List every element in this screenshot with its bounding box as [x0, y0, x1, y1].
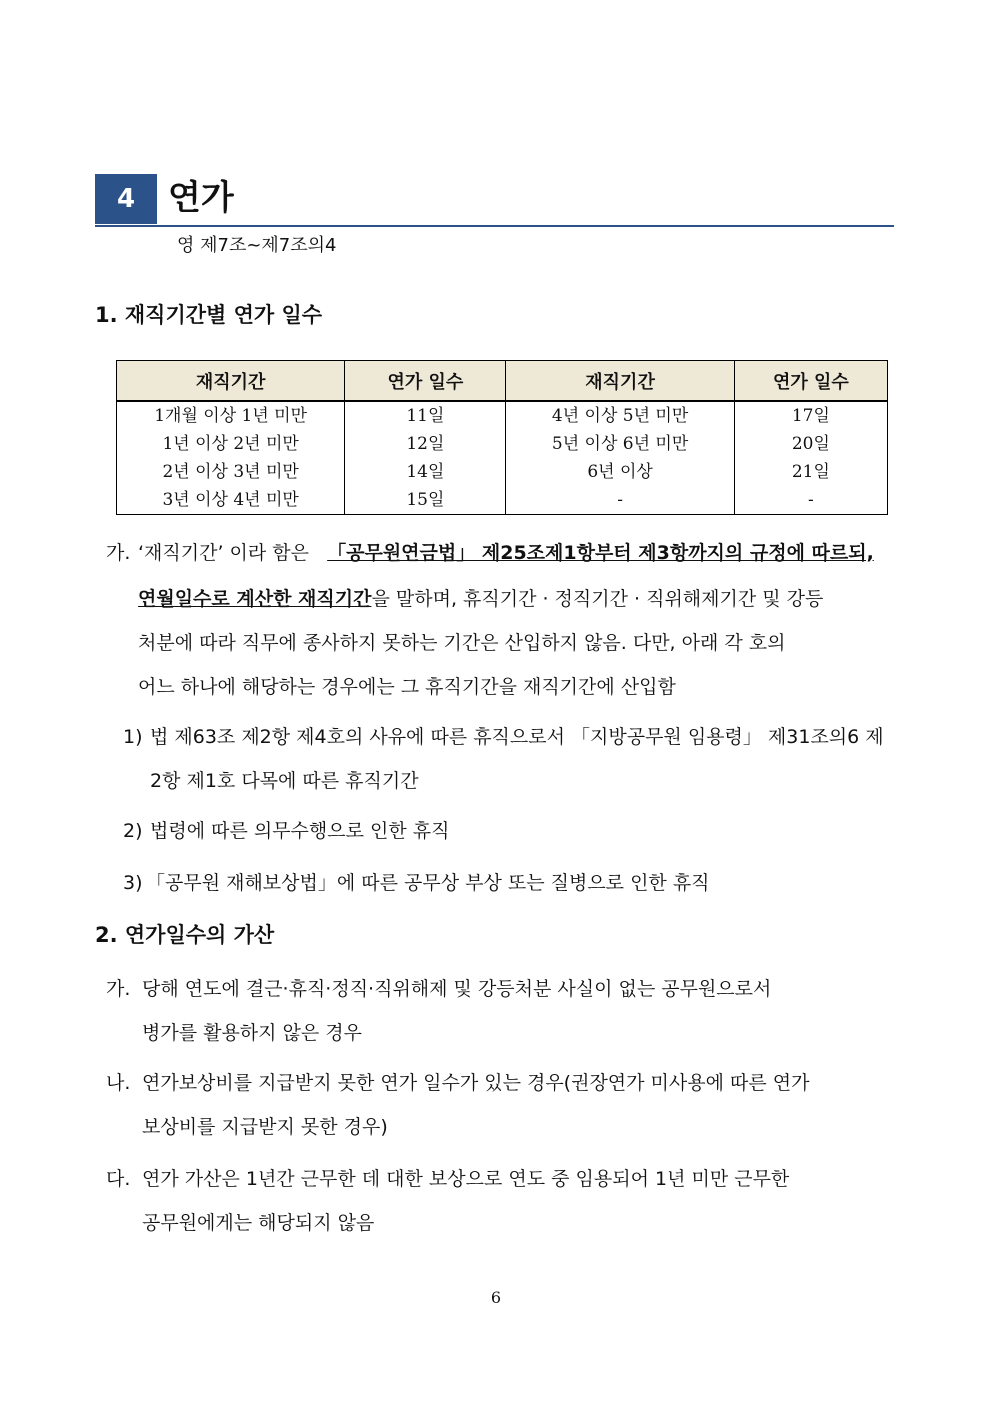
section-2-item-ga-line-1: 당해 연도에 결근·휴직·정직·직위해제 및 강등처분 사실이 없는 공무원으로서 — [142, 978, 772, 1000]
section-1-heading: 1. 재직기간별 연가 일수 — [95, 303, 323, 327]
note-ga-line-3: 처분에 따라 직무에 종사하지 못하는 기간은 산입하지 않음. 다만, 아래 각 호의 — [138, 632, 786, 654]
sub-item-1-line-2: 2항 제1호 다목에 따른 휴직기간 — [150, 770, 419, 792]
leave-days-table — [116, 360, 888, 515]
table-header: 연가 일수 — [734, 361, 887, 402]
table-row — [117, 486, 888, 515]
note-ga-continuation: 을 말하며, 휴직기간 · 정직기간 · 직위해제기간 및 강등 — [371, 588, 824, 610]
table-cell: 15일 — [345, 486, 506, 515]
section-2-item-na-line-2: 보상비를 지급받지 못한 경우) — [142, 1116, 388, 1138]
note-ga-line-1 — [138, 530, 894, 576]
section-2-item-na-line-1: 연가보상비를 지급받지 못한 연가 일수가 있는 경우(권장연가 미사용에 따른 연가 — [142, 1072, 810, 1094]
table-row — [117, 458, 888, 486]
sub-item-1-line-1: 법 제63조 제2항 제4호의 사유에 따른 휴직으로서 「지방공무원 임용령」 제31조의6 제 — [150, 726, 884, 748]
table-cell: 3년 이상 4년 미만 — [117, 486, 345, 515]
table-cell: 17일 — [734, 401, 887, 430]
table-cell: 2년 이상 3년 미만 — [117, 458, 345, 486]
table-cell: 5년 이상 6년 미만 — [506, 430, 734, 458]
table-cell: 6년 이상 — [506, 458, 734, 486]
chapter-title: 연가 — [168, 178, 234, 218]
table-cell: 4년 이상 5년 미만 — [506, 401, 734, 430]
table-cell: 1년 이상 2년 미만 — [117, 430, 345, 458]
sub-item-1-label: 1) — [123, 726, 143, 748]
note-ga-emphasis-2: 연월일수로 계산한 재직기간 — [138, 588, 372, 610]
sub-item-3-text: 「공무원 재해보상법」에 따른 공무상 부상 또는 질병으로 인한 휴직 — [146, 872, 710, 894]
table-header: 연가 일수 — [345, 361, 506, 402]
table-header: 재직기간 — [506, 361, 734, 402]
legal-reference: 영 제7조~제7조의4 — [177, 235, 337, 256]
note-ga-line-2 — [138, 576, 894, 622]
section-2-item-ga-line-2: 병가를 활용하지 않은 경우 — [142, 1022, 363, 1044]
sub-item-2-label: 2) — [123, 820, 143, 842]
table-cell: 21일 — [734, 458, 887, 486]
table-header-row — [117, 361, 888, 402]
section-2-item-ga-label: 가. — [106, 978, 131, 1000]
table-cell: 14일 — [345, 458, 506, 486]
table-row — [117, 401, 888, 430]
table-cell: 12일 — [345, 430, 506, 458]
note-ga-line-4: 어느 하나에 해당하는 경우에는 그 휴직기간을 재직기간에 산입함 — [138, 676, 676, 698]
table-cell: - — [506, 486, 734, 515]
section-2-item-da-label: 다. — [106, 1168, 131, 1190]
table-cell: - — [734, 486, 887, 515]
section-2-heading: 2. 연가일수의 가산 — [95, 923, 275, 947]
sub-item-2-text: 법령에 따른 의무수행으로 인한 휴직 — [150, 820, 450, 842]
note-ga-emphasis-1: 「공무원연금법」 제25조제1항부터 제3항까지의 규정에 따르되, — [327, 542, 874, 564]
table-cell: 1개월 이상 1년 미만 — [117, 401, 345, 430]
section-2-item-da-line-1: 연가 가산은 1년간 근무한 데 대한 보상으로 연도 중 임용되어 1년 미만 근무한 — [142, 1168, 790, 1190]
sub-item-3-label: 3) — [123, 872, 143, 894]
note-ga-label: 가. — [106, 542, 131, 564]
section-2-item-da-line-2: 공무원에게는 해당되지 않음 — [142, 1212, 375, 1234]
table-row — [117, 430, 888, 458]
section-2-item-na-label: 나. — [106, 1072, 131, 1094]
note-ga-intro: ‘재직기간’ 이라 함은 — [138, 542, 309, 564]
table-header: 재직기간 — [117, 361, 345, 402]
chapter-divider — [95, 225, 894, 227]
table-cell: 20일 — [734, 430, 887, 458]
page-number: 6 — [490, 1288, 502, 1307]
chapter-number: 4 — [95, 174, 157, 224]
table-cell: 11일 — [345, 401, 506, 430]
